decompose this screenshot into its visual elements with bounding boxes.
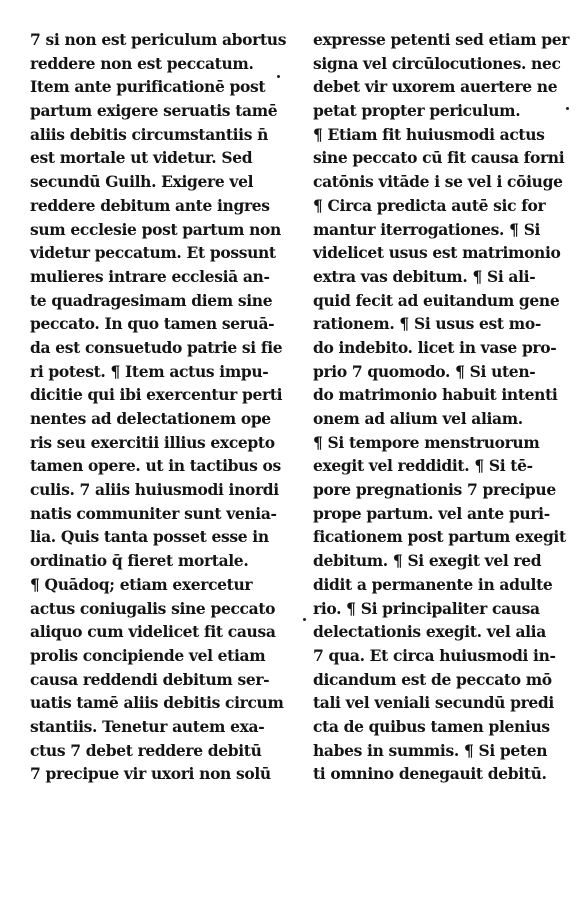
text-line: aliquo cum videlicet fit causa (30, 622, 276, 642)
text-line: sine peccato cū fit causa forni (313, 148, 565, 168)
text-line: videtur peccatum. Et possunt (30, 243, 276, 263)
text-line: expresse petenti sed etiam per (313, 30, 570, 49)
text-line: secundū Guilh. Exigere vel (30, 172, 254, 192)
text-line: ¶ Quādoq; etiam exercetur (30, 574, 253, 594)
ink-speck (566, 107, 569, 110)
text-line: videlicet usus est matrimonio (313, 243, 561, 263)
right-text-column (313, 28, 575, 786)
text-line: Item ante purificationē post (30, 77, 266, 97)
text-line: exegit vel reddidit. ¶ Si tē- (313, 456, 533, 476)
text-line: dicandum est de peccato mō (313, 669, 552, 689)
text-line: aliis debitis circumstantiis n̄ (30, 124, 269, 144)
text-line: 7 qua. Et circa huiusmodi in- (313, 645, 556, 665)
text-line: sum ecclesie post partum non (30, 219, 281, 239)
text-line: uatis tamē aliis debitis circum (30, 693, 284, 713)
left-text-column (30, 28, 292, 786)
text-line: ti omnino denegauit debitū. (313, 764, 547, 784)
text-line: natis communiter sunt venia- (30, 503, 277, 523)
text-line: stantiis. Tenetur autem exa- (30, 716, 265, 736)
text-line: prolis concipiende vel etiam (30, 645, 266, 665)
text-line: peccato. In quo tamen seruā- (30, 314, 275, 334)
text-line: ordinatio q̄ fieret mortale. (30, 551, 249, 571)
text-line: catōnis vitāde i se vel i cōiuge (313, 172, 563, 192)
text-line: cta de quibus tamen plenius (313, 716, 550, 736)
text-line: tamen opere. ut in tactibus os (30, 456, 281, 476)
text-line: mantur iterrogationes. ¶ Si (313, 219, 541, 239)
text-line: ficationem post partum exegit (313, 527, 566, 547)
text-line: dicitie qui ibi exercentur perti (30, 385, 283, 405)
text-line: extra vas debitum. ¶ Si ali- (313, 266, 536, 286)
text-line: do matrimonio habuit intenti (313, 385, 558, 405)
text-line: debitum. ¶ Si exegit vel red (313, 551, 542, 571)
text-line: prope partum. vel ante puri- (313, 503, 550, 523)
text-line: reddere debitum ante ingres (30, 195, 270, 215)
text-line: actus coniugalis sine peccato (30, 598, 276, 618)
text-line: ris seu exercitii illius excepto (30, 432, 275, 452)
ink-speck (277, 75, 280, 78)
text-line: onem ad alium vel aliam. (313, 409, 523, 428)
text-line: petat propter periculum. (313, 101, 521, 121)
text-line: rationem. ¶ Si usus est mo- (313, 314, 541, 334)
text-line: te quadragesimam diem sine (30, 290, 273, 310)
text-line: tali vel veniali secundū predi (313, 693, 554, 713)
text-line: didit a permanente in adulte (313, 574, 553, 594)
text-line: do indebito. licet in vase pro- (313, 337, 557, 357)
text-line: mulieres intrare ecclesiā an- (30, 266, 270, 286)
text-line: ctus 7 debet reddere debitū (30, 740, 262, 760)
text-line: 7 precipue vir uxori non solū (30, 764, 271, 784)
text-line: nentes ad delectationem ope (30, 409, 271, 428)
text-line: prio 7 quomodo. ¶ Si uten- (313, 361, 536, 381)
text-line: ¶ Si tempore menstruorum (313, 432, 540, 452)
text-line: ri potest. ¶ Item actus impu- (30, 361, 269, 381)
text-line: da est consuetudo patrie si fie (30, 337, 283, 357)
text-line: delectationis exegit. vel alia (313, 622, 546, 642)
text-line: habes in summis. ¶ Si peten (313, 740, 548, 760)
text-line: quid fecit ad euitandum gene (313, 290, 560, 310)
text-line: signa vel circūlocutiones. nec (313, 53, 561, 73)
text-line: partum exigere seruatis tamē (30, 101, 278, 121)
text-line: debet vir uxorem auertere ne (313, 77, 558, 97)
ink-speck (303, 618, 306, 621)
text-line: reddere non est peccatum. (30, 53, 254, 73)
text-line: ¶ Circa predicta autē sic for (313, 195, 546, 215)
text-line: rio. ¶ Si principaliter causa (313, 598, 540, 618)
text-line: 7 si non est periculum abortus (30, 30, 287, 49)
text-line: culis. 7 aliis huiusmodi inordi (30, 480, 279, 500)
text-line: lia. Quis tanta posset esse in (30, 527, 269, 547)
text-line: pore pregnationis 7 precipue (313, 480, 556, 500)
text-line: est mortale ut videtur. Sed (30, 148, 253, 168)
text-line: causa reddendi debitum ser- (30, 669, 270, 689)
text-line: ¶ Etiam fit huiusmodi actus (313, 124, 545, 144)
